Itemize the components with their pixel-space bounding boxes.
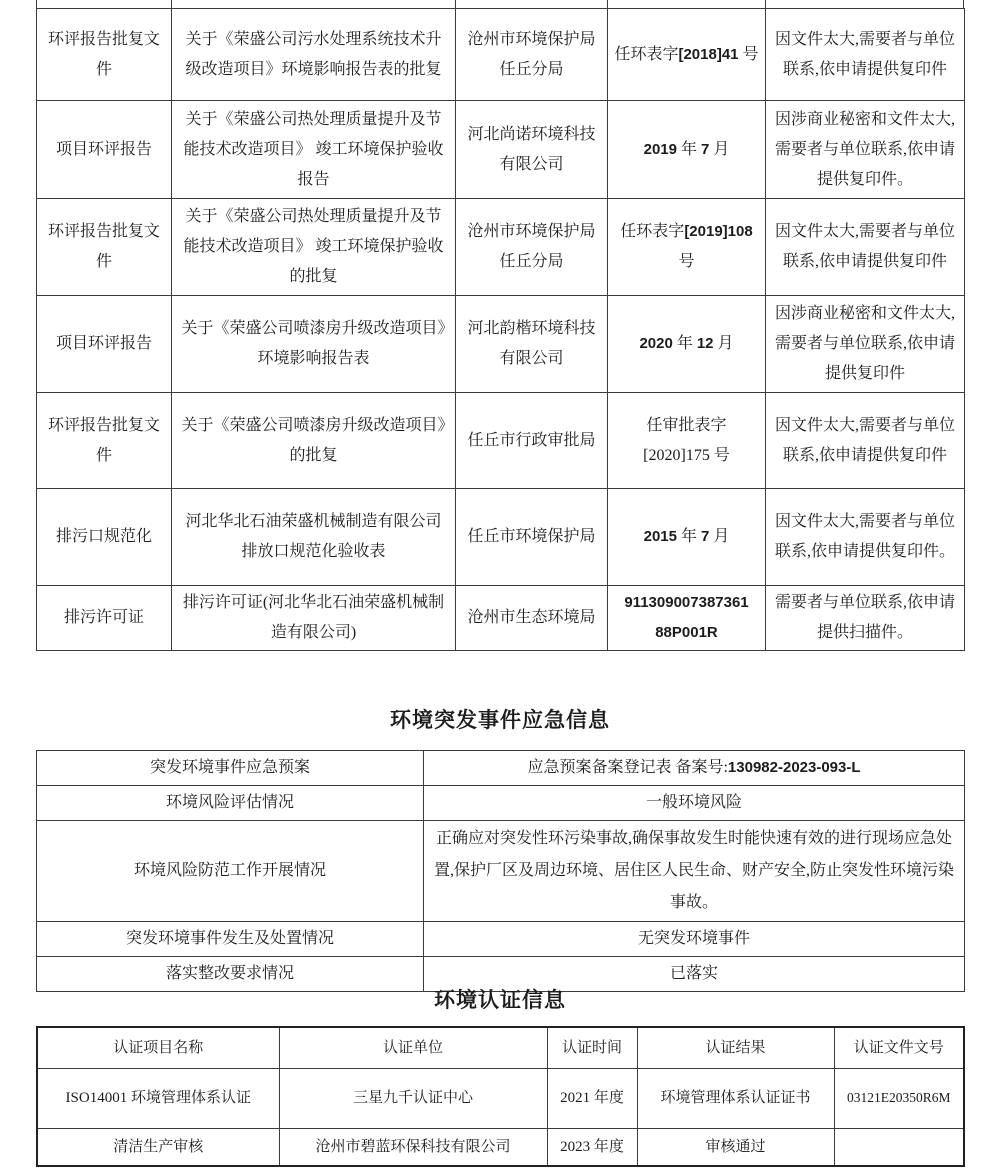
cert-result-cell: 环境管理体系认证证书 xyxy=(637,1068,834,1128)
issuing-org-cell: 任丘市行政审批局 xyxy=(456,393,608,489)
cert-project-cell: 清洁生产审核 xyxy=(37,1128,279,1166)
record-type-cell: 环评报告批复文件 xyxy=(37,393,172,489)
document-number-cell: 任环表字[2019]108 号 xyxy=(608,199,766,296)
emergency-item-value: 正确应对突发性环污染事故,确保事故发生时能快速有效的进行现场应急处置,保护厂区及周边环境、居住区人民生命、财产安全,防止突发性环境污染事故。 xyxy=(424,821,965,922)
document-number-cell: 2019 年 7 月 xyxy=(608,101,766,199)
record-type-cell: 排污口规范化 xyxy=(37,489,172,586)
availability-note-cell: 因文件太大,需要者与单位联系,依申请提供复印件 xyxy=(766,199,965,296)
cert-org-cell: 三星九千认证中心 xyxy=(279,1068,547,1128)
table-continuation-line xyxy=(765,0,766,8)
table-row xyxy=(37,1068,964,1128)
table-row xyxy=(37,786,965,821)
emergency-info-table xyxy=(36,750,965,992)
document-name-cell: 关于《荣盛公司污水处理系统技术升级改造项目》环境影响报告表的批复 xyxy=(172,9,456,101)
table-header-row xyxy=(37,1027,964,1068)
emergency-item-value: 已落实 xyxy=(424,957,965,992)
document-name-cell: 排污许可证(河北华北石油荣盛机械制造有限公司) xyxy=(172,586,456,651)
availability-note-cell: 因文件太大,需要者与单位联系,依申请提供复印件 xyxy=(766,393,965,489)
availability-note-cell: 因涉商业秘密和文件太大,需要者与单位联系,依申请提供复印件。 xyxy=(766,101,965,199)
table-continuation-line xyxy=(607,0,608,8)
cert-header-time: 认证时间 xyxy=(547,1027,637,1068)
table-row xyxy=(37,586,965,651)
cert-result-cell: 审核通过 xyxy=(637,1128,834,1166)
document-name-cell: 关于《荣盛公司喷漆房升级改造项目》环境影响报告表 xyxy=(172,296,456,393)
document-name-cell: 关于《荣盛公司热处理质量提升及节能技术改造项目》 竣工环境保护验收报告 xyxy=(172,101,456,199)
cert-docnumber-cell: 03121E20350R6M xyxy=(834,1068,964,1128)
table-row xyxy=(37,393,965,489)
document-number-cell: 911309007387361 88P001R xyxy=(608,586,766,651)
document-number-cell: 任审批表字 [2020]175 号 xyxy=(608,393,766,489)
table-continuation-line xyxy=(36,0,37,8)
emergency-item-label: 突发环境事件应急预案 xyxy=(37,751,424,786)
cert-docnumber-cell xyxy=(834,1128,964,1166)
table-row xyxy=(37,821,965,922)
cert-header-project: 认证项目名称 xyxy=(37,1027,279,1068)
cert-header-result: 认证结果 xyxy=(637,1027,834,1068)
table-continuation-line xyxy=(171,0,172,8)
availability-note-cell: 因文件太大,需要者与单位联系,依申请提供复印件。 xyxy=(766,489,965,586)
table-row xyxy=(37,9,965,101)
section-title-emergency: 环境突发事件应急信息 xyxy=(390,708,610,732)
table-continuation-lines xyxy=(0,0,1000,8)
document-name-cell: 关于《荣盛公司热处理质量提升及节能技术改造项目》 竣工环境保护验收的批复 xyxy=(172,199,456,296)
document-name-cell: 关于《荣盛公司喷漆房升级改造项目》的批复 xyxy=(172,393,456,489)
availability-note-cell: 需要者与单位联系,依申请提供扫描件。 xyxy=(766,586,965,651)
table-row xyxy=(37,1128,964,1166)
emergency-item-value: 一般环境风险 xyxy=(424,786,965,821)
table-row xyxy=(37,922,965,957)
availability-note-cell: 因文件太大,需要者与单位联系,依申请提供复印件 xyxy=(766,9,965,101)
emergency-item-label: 突发环境事件发生及处置情况 xyxy=(37,922,424,957)
emergency-item-value: 应急预案备案登记表 备案号:130982-2023-093-L xyxy=(424,751,965,786)
emergency-item-value: 无突发环境事件 xyxy=(424,922,965,957)
record-type-cell: 项目环评报告 xyxy=(37,101,172,199)
issuing-org-cell: 任丘市环境保护局 xyxy=(456,489,608,586)
record-type-cell: 排污许可证 xyxy=(37,586,172,651)
availability-note-cell: 因涉商业秘密和文件太大,需要者与单位联系,依申请提供复印件 xyxy=(766,296,965,393)
issuing-org-cell: 河北尚诺环境科技有限公司 xyxy=(456,101,608,199)
cert-project-cell: ISO14001 环境管理体系认证 xyxy=(37,1068,279,1128)
issuing-org-cell: 沧州市环境保护局任丘分局 xyxy=(456,199,608,296)
certification-table xyxy=(36,1026,965,1167)
table-continuation-line xyxy=(455,0,456,8)
emergency-item-label: 环境风险防范工作开展情况 xyxy=(37,821,424,922)
section-title-certification: 环境认证信息 xyxy=(434,988,566,1012)
table-row xyxy=(37,296,965,393)
issuing-org-cell: 沧州市生态环境局 xyxy=(456,586,608,651)
emergency-item-label: 落实整改要求情况 xyxy=(37,957,424,992)
document-number-cell: 任环表字[2018]41 号 xyxy=(608,9,766,101)
table-row xyxy=(37,489,965,586)
cert-header-docnumber: 认证文件文号 xyxy=(834,1027,964,1068)
document-number-cell: 2015 年 7 月 xyxy=(608,489,766,586)
cert-org-cell: 沧州市碧蓝环保科技有限公司 xyxy=(279,1128,547,1166)
cert-time-cell: 2021 年度 xyxy=(547,1068,637,1128)
record-type-cell: 项目环评报告 xyxy=(37,296,172,393)
document-name-cell: 河北华北石油荣盛机械制造有限公司排放口规范化验收表 xyxy=(172,489,456,586)
table-row xyxy=(37,199,965,296)
record-type-cell: 环评报告批复文件 xyxy=(37,9,172,101)
table-row xyxy=(37,101,965,199)
issuing-org-cell: 沧州市环境保护局任丘分局 xyxy=(456,9,608,101)
table-row xyxy=(37,751,965,786)
document-number-cell: 2020 年 12 月 xyxy=(608,296,766,393)
table-continuation-line xyxy=(963,0,964,8)
emergency-item-label: 环境风险评估情况 xyxy=(37,786,424,821)
issuing-org-cell: 河北韵楷环境科技有限公司 xyxy=(456,296,608,393)
cert-header-org: 认证单位 xyxy=(279,1027,547,1068)
records-table xyxy=(36,8,965,651)
cert-time-cell: 2023 年度 xyxy=(547,1128,637,1166)
record-type-cell: 环评报告批复文件 xyxy=(37,199,172,296)
